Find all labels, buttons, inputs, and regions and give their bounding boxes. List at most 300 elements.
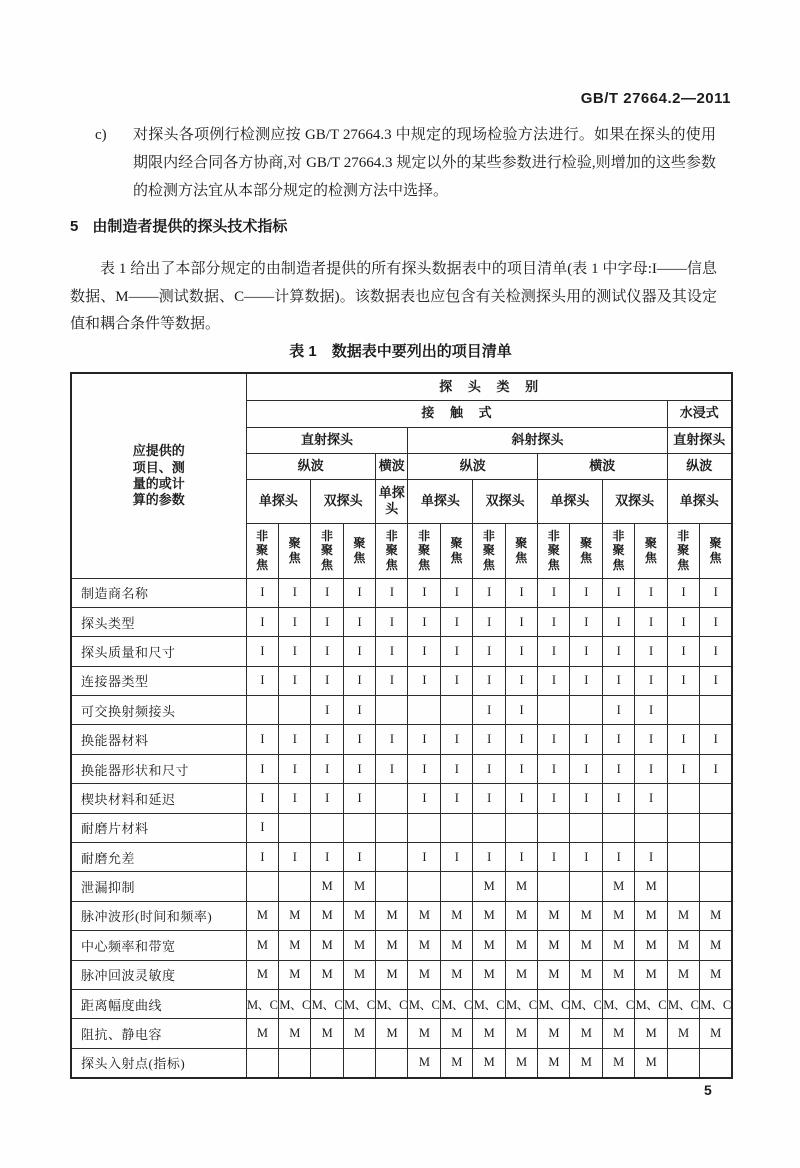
table-cell: M bbox=[473, 901, 505, 930]
table-row bbox=[71, 813, 732, 842]
table-cell bbox=[440, 696, 472, 725]
table-cell: M、C bbox=[473, 989, 505, 1018]
table-cell bbox=[699, 843, 731, 872]
table-cell: I bbox=[699, 666, 731, 695]
table-cell: I bbox=[376, 754, 408, 783]
table-cell bbox=[699, 784, 731, 813]
header-single-probe: 单探头 bbox=[376, 479, 408, 523]
row-label: 中心频率和带宽 bbox=[71, 931, 246, 960]
header-dual-probe: 双探头 bbox=[311, 479, 376, 523]
clause-c bbox=[95, 121, 716, 205]
table-cell: I bbox=[376, 666, 408, 695]
row-label: 可交换射频接头 bbox=[71, 696, 246, 725]
table-cell: I bbox=[440, 784, 472, 813]
table-cell: M bbox=[311, 1019, 343, 1048]
table-cell: M bbox=[505, 872, 537, 901]
table-cell: M bbox=[376, 901, 408, 930]
table-cell: I bbox=[699, 607, 731, 636]
table-cell bbox=[408, 872, 440, 901]
table-cell: I bbox=[246, 754, 278, 783]
table-cell: M bbox=[278, 931, 310, 960]
table-cell: I bbox=[635, 637, 667, 666]
table-cell: I bbox=[311, 637, 343, 666]
table-cell: I bbox=[246, 813, 278, 842]
table-cell bbox=[667, 872, 699, 901]
row-label: 脉冲回波灵敏度 bbox=[71, 960, 246, 989]
table-cell bbox=[602, 813, 634, 842]
table-cell bbox=[278, 872, 310, 901]
row-label: 泄漏抑制 bbox=[71, 872, 246, 901]
table-caption: 表 1 数据表中要列出的项目清单 bbox=[289, 343, 512, 360]
table-cell bbox=[376, 1048, 408, 1077]
table-cell: I bbox=[538, 725, 570, 754]
table-cell bbox=[440, 813, 472, 842]
table-cell: I bbox=[473, 578, 505, 607]
table-cell: M bbox=[473, 872, 505, 901]
table-cell: I bbox=[602, 754, 634, 783]
page-number: 5 bbox=[704, 1082, 712, 1098]
header-probe-category: 探 头 类 别 bbox=[246, 373, 732, 400]
table-cell: M bbox=[311, 901, 343, 930]
table-cell: M bbox=[699, 960, 731, 989]
table-cell: M bbox=[278, 960, 310, 989]
table-cell bbox=[570, 696, 602, 725]
table-cell: I bbox=[570, 578, 602, 607]
table-cell: I bbox=[602, 784, 634, 813]
table-cell: M、C bbox=[311, 989, 343, 1018]
table-cell: M bbox=[246, 901, 278, 930]
table-cell: M bbox=[602, 960, 634, 989]
row-label: 换能器材料 bbox=[71, 725, 246, 754]
table-cell bbox=[667, 784, 699, 813]
table-cell: I bbox=[473, 607, 505, 636]
table-cell: I bbox=[473, 725, 505, 754]
header-single-probe: 单探头 bbox=[408, 479, 473, 523]
row-header-line: 算的参数 bbox=[132, 492, 185, 507]
table-cell bbox=[667, 1048, 699, 1077]
table-cell bbox=[538, 696, 570, 725]
row-label: 连接器类型 bbox=[71, 666, 246, 695]
table-cell: M、C bbox=[667, 989, 699, 1018]
table-cell: I bbox=[473, 637, 505, 666]
table-row bbox=[71, 696, 732, 725]
header-single-probe: 单探头 bbox=[667, 479, 732, 523]
row-label: 楔块材料和延迟 bbox=[71, 784, 246, 813]
table-cell: I bbox=[538, 784, 570, 813]
table-cell: I bbox=[408, 666, 440, 695]
table-cell: I bbox=[602, 725, 634, 754]
table-cell: M bbox=[376, 931, 408, 960]
table-cell: I bbox=[343, 843, 375, 872]
table-cell: M bbox=[635, 872, 667, 901]
table-cell: I bbox=[278, 637, 310, 666]
table-cell: I bbox=[246, 784, 278, 813]
table-cell: M、C bbox=[570, 989, 602, 1018]
table-cell: I bbox=[602, 637, 634, 666]
table-cell: I bbox=[473, 784, 505, 813]
table-cell bbox=[376, 696, 408, 725]
table-row bbox=[71, 784, 732, 813]
row-header-title bbox=[71, 373, 246, 578]
header-focused: 聚焦 bbox=[699, 523, 731, 578]
clause-c-label: c) bbox=[95, 127, 107, 143]
table-cell: I bbox=[343, 607, 375, 636]
table-row bbox=[71, 901, 732, 930]
table-cell: M bbox=[505, 960, 537, 989]
row-label: 探头质量和尺寸 bbox=[71, 637, 246, 666]
table-cell: I bbox=[570, 666, 602, 695]
table-row bbox=[71, 1048, 732, 1077]
table-cell: I bbox=[246, 843, 278, 872]
table-cell: I bbox=[311, 725, 343, 754]
table-cell: M bbox=[408, 960, 440, 989]
table-cell: I bbox=[538, 843, 570, 872]
header-unfocused: 非聚焦 bbox=[246, 523, 278, 578]
table-cell: I bbox=[538, 607, 570, 636]
table-cell: M bbox=[408, 931, 440, 960]
table-cell: M bbox=[278, 1019, 310, 1048]
table-cell: I bbox=[408, 607, 440, 636]
row-label: 耐磨允差 bbox=[71, 843, 246, 872]
table-cell bbox=[699, 813, 731, 842]
table-cell: I bbox=[635, 784, 667, 813]
header-unfocused: 非聚焦 bbox=[667, 523, 699, 578]
table-cell: M bbox=[505, 1019, 537, 1048]
table-cell: I bbox=[408, 637, 440, 666]
table-cell bbox=[440, 872, 472, 901]
table-cell: M bbox=[570, 1048, 602, 1077]
table-cell: I bbox=[473, 696, 505, 725]
table-cell: I bbox=[311, 784, 343, 813]
table-cell: M bbox=[376, 960, 408, 989]
table-cell: M bbox=[343, 872, 375, 901]
table-row bbox=[71, 931, 732, 960]
table-cell bbox=[408, 813, 440, 842]
table-cell bbox=[699, 872, 731, 901]
table-cell: I bbox=[602, 578, 634, 607]
section-number: 5 bbox=[70, 218, 79, 235]
table-cell: M bbox=[473, 1019, 505, 1048]
table-cell: M bbox=[699, 901, 731, 930]
table-cell: I bbox=[667, 637, 699, 666]
table-cell: M bbox=[570, 931, 602, 960]
header-focused: 聚焦 bbox=[343, 523, 375, 578]
table-cell: M bbox=[635, 1019, 667, 1048]
table-cell: M bbox=[473, 931, 505, 960]
table-row bbox=[71, 666, 732, 695]
table-cell: M bbox=[635, 901, 667, 930]
header-focused: 聚焦 bbox=[440, 523, 472, 578]
header-immersion-straight-beam: 直射探头 bbox=[667, 427, 732, 453]
header-focused: 聚焦 bbox=[278, 523, 310, 578]
table-cell: I bbox=[408, 578, 440, 607]
table-cell: I bbox=[376, 637, 408, 666]
table-cell bbox=[505, 813, 537, 842]
table-cell: I bbox=[343, 637, 375, 666]
table-cell: M bbox=[602, 931, 634, 960]
table-cell: I bbox=[408, 754, 440, 783]
table-cell bbox=[408, 696, 440, 725]
table-row bbox=[71, 578, 732, 607]
table-cell: M、C bbox=[602, 989, 634, 1018]
table-cell: M、C bbox=[408, 989, 440, 1018]
table-cell: I bbox=[311, 754, 343, 783]
table-cell: M bbox=[473, 960, 505, 989]
table-cell: M bbox=[667, 960, 699, 989]
table-cell: I bbox=[473, 843, 505, 872]
header-wave-shear: 横波 bbox=[376, 453, 408, 479]
table-cell: I bbox=[570, 843, 602, 872]
intro-paragraph: 表 1 给出了本部分规定的由制造者提供的所有探头数据表中的项目清单(表 1 中字母:I——信息数据、M——测试数据、C——计算数据)。该数据表也应包含有关检测探头用的测试仪器及其设定值和耦合条件等数据。 bbox=[70, 261, 717, 332]
table-cell: I bbox=[667, 578, 699, 607]
table-cell: I bbox=[278, 784, 310, 813]
table-cell: I bbox=[408, 725, 440, 754]
header-immersion-type: 水浸式 bbox=[667, 400, 732, 427]
table-cell: I bbox=[505, 784, 537, 813]
table-cell bbox=[246, 696, 278, 725]
table-cell: M bbox=[246, 1019, 278, 1048]
table-header bbox=[71, 373, 732, 578]
table-cell: M bbox=[311, 872, 343, 901]
table-cell: M、C bbox=[278, 989, 310, 1018]
table-cell: I bbox=[343, 696, 375, 725]
table-cell: I bbox=[376, 578, 408, 607]
table-cell: I bbox=[699, 725, 731, 754]
table-cell: I bbox=[667, 666, 699, 695]
table-cell: M bbox=[440, 1019, 472, 1048]
header-wave-long: 纵波 bbox=[246, 453, 376, 479]
table-row bbox=[71, 960, 732, 989]
header-dual-probe: 双探头 bbox=[473, 479, 538, 523]
table-cell: I bbox=[278, 607, 310, 636]
table-cell: I bbox=[667, 754, 699, 783]
table-cell: I bbox=[343, 754, 375, 783]
table-cell bbox=[667, 843, 699, 872]
table-cell: I bbox=[635, 696, 667, 725]
table-cell: I bbox=[699, 578, 731, 607]
row-label: 阻抗、静电容 bbox=[71, 1019, 246, 1048]
table-cell: M bbox=[602, 1048, 634, 1077]
table-cell bbox=[376, 872, 408, 901]
table-cell: M bbox=[505, 931, 537, 960]
table-cell: I bbox=[538, 637, 570, 666]
table-cell: I bbox=[538, 578, 570, 607]
table-cell: I bbox=[635, 754, 667, 783]
table-cell: I bbox=[538, 666, 570, 695]
table-cell: I bbox=[246, 578, 278, 607]
table-cell: M、C bbox=[343, 989, 375, 1018]
table-cell: M、C bbox=[440, 989, 472, 1018]
table-cell: M bbox=[376, 1019, 408, 1048]
table-cell bbox=[699, 1048, 731, 1077]
table-cell: M bbox=[570, 1019, 602, 1048]
table-cell: I bbox=[246, 725, 278, 754]
table-cell: M、C bbox=[505, 989, 537, 1018]
table-cell: I bbox=[505, 637, 537, 666]
table-cell: M bbox=[246, 931, 278, 960]
table-cell: I bbox=[278, 666, 310, 695]
table-cell: I bbox=[376, 607, 408, 636]
row-label: 脉冲波形(时间和频率) bbox=[71, 901, 246, 930]
table-cell: M、C bbox=[376, 989, 408, 1018]
probe-data-table bbox=[70, 372, 733, 1079]
header-unfocused: 非聚焦 bbox=[538, 523, 570, 578]
table-cell: I bbox=[311, 607, 343, 636]
table-cell: I bbox=[343, 578, 375, 607]
table-cell: M bbox=[602, 872, 634, 901]
table-cell: I bbox=[278, 725, 310, 754]
table-cell: I bbox=[635, 843, 667, 872]
table-cell bbox=[570, 872, 602, 901]
table-cell: M bbox=[408, 901, 440, 930]
table-cell: M bbox=[602, 1019, 634, 1048]
doc-number: GB/T 27664.2—2011 bbox=[580, 90, 731, 107]
table-row bbox=[71, 754, 732, 783]
table-cell: M bbox=[635, 960, 667, 989]
table-cell bbox=[278, 1048, 310, 1077]
table-row bbox=[71, 989, 732, 1018]
table-cell: M、C bbox=[538, 989, 570, 1018]
table-cell: I bbox=[570, 725, 602, 754]
row-label: 耐磨片材料 bbox=[71, 813, 246, 842]
table-cell: I bbox=[311, 666, 343, 695]
header-unfocused: 非聚焦 bbox=[408, 523, 440, 578]
table-cell: I bbox=[440, 754, 472, 783]
table-body bbox=[71, 578, 732, 1078]
table-cell bbox=[278, 813, 310, 842]
table-cell: I bbox=[699, 637, 731, 666]
table-cell: I bbox=[408, 843, 440, 872]
table-cell: I bbox=[667, 607, 699, 636]
table-cell: I bbox=[343, 725, 375, 754]
header-unfocused: 非聚焦 bbox=[376, 523, 408, 578]
table-row bbox=[71, 872, 732, 901]
table-cell: I bbox=[570, 607, 602, 636]
table-cell bbox=[635, 813, 667, 842]
row-header-line: 量的或计 bbox=[132, 475, 185, 491]
table-cell: I bbox=[278, 578, 310, 607]
table-cell: M bbox=[311, 931, 343, 960]
table-cell: I bbox=[440, 666, 472, 695]
table-cell: M bbox=[440, 901, 472, 930]
section-heading bbox=[70, 215, 287, 236]
table-cell: I bbox=[505, 607, 537, 636]
table-cell: I bbox=[473, 754, 505, 783]
header-unfocused: 非聚焦 bbox=[602, 523, 634, 578]
table-cell: I bbox=[278, 843, 310, 872]
header-wave-long: 纵波 bbox=[408, 453, 538, 479]
header-single-probe: 单探头 bbox=[538, 479, 603, 523]
table-cell: M bbox=[278, 901, 310, 930]
table-cell: I bbox=[505, 754, 537, 783]
table-cell: I bbox=[699, 754, 731, 783]
table-cell: M bbox=[538, 901, 570, 930]
header-focused: 聚焦 bbox=[635, 523, 667, 578]
table-cell bbox=[246, 1048, 278, 1077]
table-cell: M、C bbox=[246, 989, 278, 1018]
table-cell: M bbox=[408, 1048, 440, 1077]
table-cell: I bbox=[602, 666, 634, 695]
table-cell: M bbox=[538, 931, 570, 960]
table-cell: I bbox=[505, 725, 537, 754]
table-cell: I bbox=[376, 725, 408, 754]
table-cell bbox=[538, 872, 570, 901]
header-straight-beam: 直射探头 bbox=[246, 427, 408, 453]
table-cell: M bbox=[343, 1019, 375, 1048]
row-label: 探头入射点(指标) bbox=[71, 1048, 246, 1077]
header-dual-probe: 双探头 bbox=[602, 479, 667, 523]
table-cell: M、C bbox=[699, 989, 731, 1018]
table-row bbox=[71, 1019, 732, 1048]
clause-c-text: 对探头各项例行检测应按 GB/T 27664.3 中规定的现场检验方法进行。如果在探头的使用期限内经合同各方协商,对 GB/T 27664.3 规定以外的某些参数进行检验,则增加的这些参数的检测方法宜从本部分规定的检测方法中选择。 bbox=[133, 127, 716, 199]
table-cell: I bbox=[246, 607, 278, 636]
table-cell: M bbox=[473, 1048, 505, 1077]
table-cell: I bbox=[311, 843, 343, 872]
table-cell: I bbox=[538, 754, 570, 783]
table-cell: I bbox=[505, 578, 537, 607]
table-cell: I bbox=[570, 637, 602, 666]
table-cell: M bbox=[505, 1048, 537, 1077]
table-cell: I bbox=[440, 607, 472, 636]
table-cell: I bbox=[278, 754, 310, 783]
table-cell: I bbox=[246, 666, 278, 695]
header-focused: 聚焦 bbox=[505, 523, 537, 578]
table-cell: I bbox=[635, 578, 667, 607]
table-cell bbox=[376, 813, 408, 842]
table-cell: I bbox=[602, 696, 634, 725]
table-cell: M bbox=[440, 1048, 472, 1077]
table-row bbox=[71, 843, 732, 872]
table-cell: I bbox=[311, 578, 343, 607]
table-cell: M bbox=[635, 1048, 667, 1077]
table-cell: I bbox=[570, 784, 602, 813]
section-title: 由制造者提供的探头技术指标 bbox=[92, 218, 288, 235]
table-row bbox=[71, 725, 732, 754]
table-cell: M bbox=[699, 1019, 731, 1048]
table-cell: I bbox=[343, 784, 375, 813]
table-row bbox=[71, 637, 732, 666]
table-cell: M bbox=[699, 931, 731, 960]
header-angle-beam: 斜射探头 bbox=[408, 427, 667, 453]
table-cell bbox=[473, 813, 505, 842]
header-unfocused: 非聚焦 bbox=[311, 523, 343, 578]
table-cell: M bbox=[602, 901, 634, 930]
table-cell: I bbox=[440, 578, 472, 607]
table-cell: M bbox=[570, 960, 602, 989]
table-cell: M bbox=[538, 960, 570, 989]
table-cell: M bbox=[667, 931, 699, 960]
table-cell: I bbox=[440, 843, 472, 872]
table-cell bbox=[278, 696, 310, 725]
table-cell: M bbox=[667, 1019, 699, 1048]
table-cell: I bbox=[440, 637, 472, 666]
table-cell bbox=[376, 784, 408, 813]
table-cell: I bbox=[473, 666, 505, 695]
table-cell: I bbox=[408, 784, 440, 813]
table-cell: M bbox=[538, 1019, 570, 1048]
table-cell bbox=[667, 813, 699, 842]
table-cell bbox=[538, 813, 570, 842]
table-cell bbox=[311, 1048, 343, 1077]
row-label: 探头类型 bbox=[71, 607, 246, 636]
table-cell: M bbox=[505, 901, 537, 930]
table-cell: M bbox=[343, 931, 375, 960]
table-cell: I bbox=[667, 725, 699, 754]
table-cell: I bbox=[440, 725, 472, 754]
row-label: 距离幅度曲线 bbox=[71, 989, 246, 1018]
table-cell bbox=[570, 813, 602, 842]
table-cell bbox=[699, 696, 731, 725]
